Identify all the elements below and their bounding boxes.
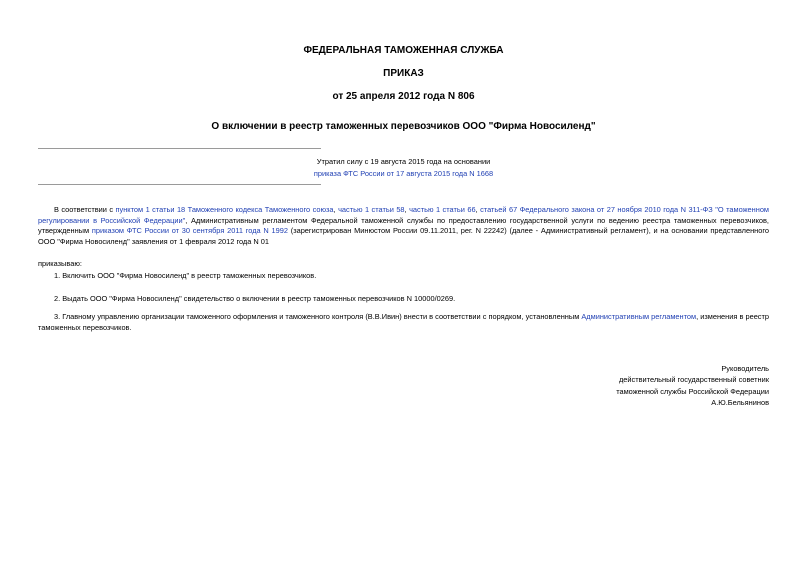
signature-title: Руководитель [721, 364, 769, 373]
order-item-3-text: 3. Главному управлению организации таможенного оформления и таможенного контроля (В.В.Ивин) внести в соответствии с порядком, установленным [54, 312, 582, 321]
order-word: приказываю: [38, 259, 82, 268]
preamble-text: , [333, 205, 339, 214]
signature-rank-2: таможенной службы Российской Федерации [616, 386, 769, 396]
order-item-3-text: , изменения в реестр таможенных перевозчиков. [38, 312, 769, 332]
signature-rank-1: действительный государственный советник [618, 375, 769, 385]
order-item-3 [38, 312, 769, 333]
preamble-text: В соответствии с [54, 205, 116, 214]
document-date-number: от 25 апреля 2012 года N 806 [332, 91, 475, 102]
document-title: О включении в реестр таможенных перевозчиков ООО "Фирма Новосиленд" [211, 121, 596, 132]
fts-order-1992-link[interactable]: приказом ФТС России от 30 сентября 2011 года N 1992 [91, 226, 288, 236]
divider-bottom [38, 184, 321, 185]
preamble-paragraph [38, 205, 769, 247]
status-note-link-line [0, 169, 807, 179]
preamble-text: , [185, 215, 191, 225]
article-66-link[interactable]: частью 1 статьи 66 [409, 205, 476, 214]
repeal-order-link[interactable]: приказа ФТС России от 17 августа 2015 года N 1668 [313, 169, 494, 178]
order-item-2: 2. Выдать ООО "Фирма Новосиленд" свидетельство о включении в реестр таможенных перевозчиков N 10000/0269. [54, 294, 456, 303]
preamble-text: , утвержденным [38, 215, 769, 236]
preamble-text: (зарегистрирован Минюстом России 09.11.2011, рег. N 22242) (далее - Административный регламент), и на основании представленного ООО "Фирма Новосиленд" заявления от 1 февраля 2012 года N 01 [38, 226, 770, 246]
agency-name: ФЕДЕРАЛЬНАЯ ТАМОЖЕННАЯ СЛУЖБА [303, 45, 504, 56]
preamble-text: , [475, 205, 481, 214]
signature-name: А.Ю.Бельянинов [711, 398, 769, 408]
document-type: ПРИКАЗ [383, 68, 424, 79]
federal-law-link[interactable]: статьей 67 Федерального закона от 27 ноября 2010 года N 311-ФЗ "О таможенном регулировании в Российской Федерации" [38, 205, 770, 225]
status-note-text: Утратил силу с 19 августа 2015 года на основании [316, 157, 491, 166]
preamble-text: , [404, 205, 410, 214]
signature-block [469, 363, 769, 409]
order-item-1: 1. Включить ООО "Фирма Новосиленд" в реестр таможенных перевозчиков. [54, 271, 317, 280]
admin-regulation-text: Административным регламентом Федеральной таможенной службы по предоставлению государственной услуги по ведению реестра таможенных перевозчиков [190, 215, 767, 225]
admin-regulation-link[interactable]: Административным регламентом [581, 312, 697, 321]
customs-code-link[interactable]: пунктом 1 статьи 18 Таможенного кодекса Таможенного союза [115, 205, 334, 214]
article-58-link[interactable]: частью 1 статьи 58 [338, 205, 405, 214]
divider-top [38, 148, 321, 149]
